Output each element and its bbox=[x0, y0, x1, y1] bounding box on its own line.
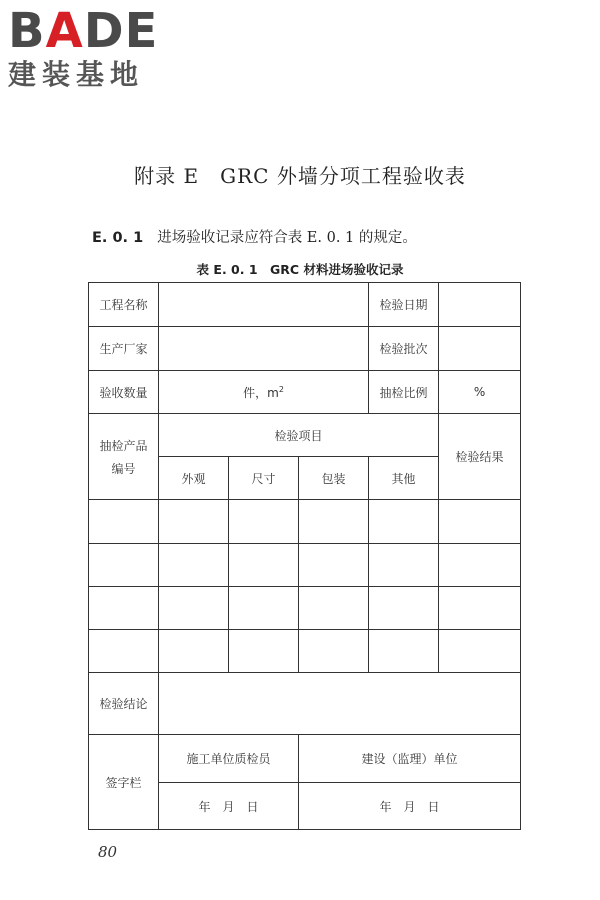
label-project-name: 工程名称 bbox=[89, 283, 159, 327]
table-caption: 表 E. 0. 1 GRC 材料进场验收记录 bbox=[196, 262, 404, 277]
logo-subtitle: 建装基地 bbox=[8, 58, 145, 91]
table-row bbox=[89, 544, 521, 587]
cell-inspection-date-value bbox=[439, 283, 521, 327]
appendix-title: 附录 E GRC 外墙分项工程验收表 bbox=[134, 164, 466, 188]
table-row bbox=[89, 414, 521, 457]
label-acceptance-quantity: 验收数量 bbox=[89, 371, 159, 414]
table-row bbox=[89, 735, 521, 783]
label-inspection-date: 检验日期 bbox=[369, 283, 439, 327]
label-manufacturer: 生产厂家 bbox=[89, 327, 159, 371]
clause-paragraph bbox=[92, 226, 417, 247]
clause-text: 进场验收记录应符合表 E. 0. 1 的规定。 bbox=[157, 230, 417, 246]
item-other: 其他 bbox=[369, 457, 439, 500]
label-signature: 签字栏 bbox=[89, 735, 159, 830]
date-owner: 年 月 日 bbox=[299, 783, 521, 830]
label-sampling-ratio: 抽检比例 bbox=[369, 371, 439, 414]
page-number: 80 bbox=[98, 843, 118, 861]
cell-inspection-batch-value bbox=[439, 327, 521, 371]
table-row bbox=[89, 327, 521, 371]
cell-manufacturer-value bbox=[159, 327, 369, 371]
table-row bbox=[89, 500, 521, 544]
item-appearance: 外观 bbox=[159, 457, 229, 500]
date-construction: 年 月 日 bbox=[159, 783, 299, 830]
label-sample-number: 抽检产品 编号 bbox=[89, 414, 159, 500]
table-row bbox=[89, 587, 521, 630]
acceptance-record-table bbox=[88, 282, 521, 830]
table-row bbox=[89, 283, 521, 327]
table-row bbox=[89, 673, 521, 735]
cell-percent: % bbox=[439, 371, 521, 414]
label-inspection-items: 检验项目 bbox=[159, 414, 439, 457]
table-row bbox=[89, 371, 521, 414]
label-construction-qc: 施工单位质检员 bbox=[159, 735, 299, 783]
cell-project-name-value bbox=[159, 283, 369, 327]
table-row bbox=[89, 630, 521, 673]
logo-wordmark: BADE bbox=[8, 3, 159, 59]
cell-quantity-unit: 件，$m^2$ bbox=[159, 371, 369, 414]
item-size: 尺寸 bbox=[229, 457, 299, 500]
label-inspection-result: 检验结果 bbox=[439, 414, 521, 500]
item-packaging: 包装 bbox=[299, 457, 369, 500]
brand-logo bbox=[8, 3, 178, 92]
label-owner-unit: 建设（监理）单位 bbox=[299, 735, 521, 783]
cell-conclusion-value bbox=[159, 673, 521, 735]
label-inspection-batch: 检验批次 bbox=[369, 327, 439, 371]
clause-number: E. 0. 1 bbox=[92, 230, 144, 246]
label-conclusion: 检验结论 bbox=[89, 673, 159, 735]
